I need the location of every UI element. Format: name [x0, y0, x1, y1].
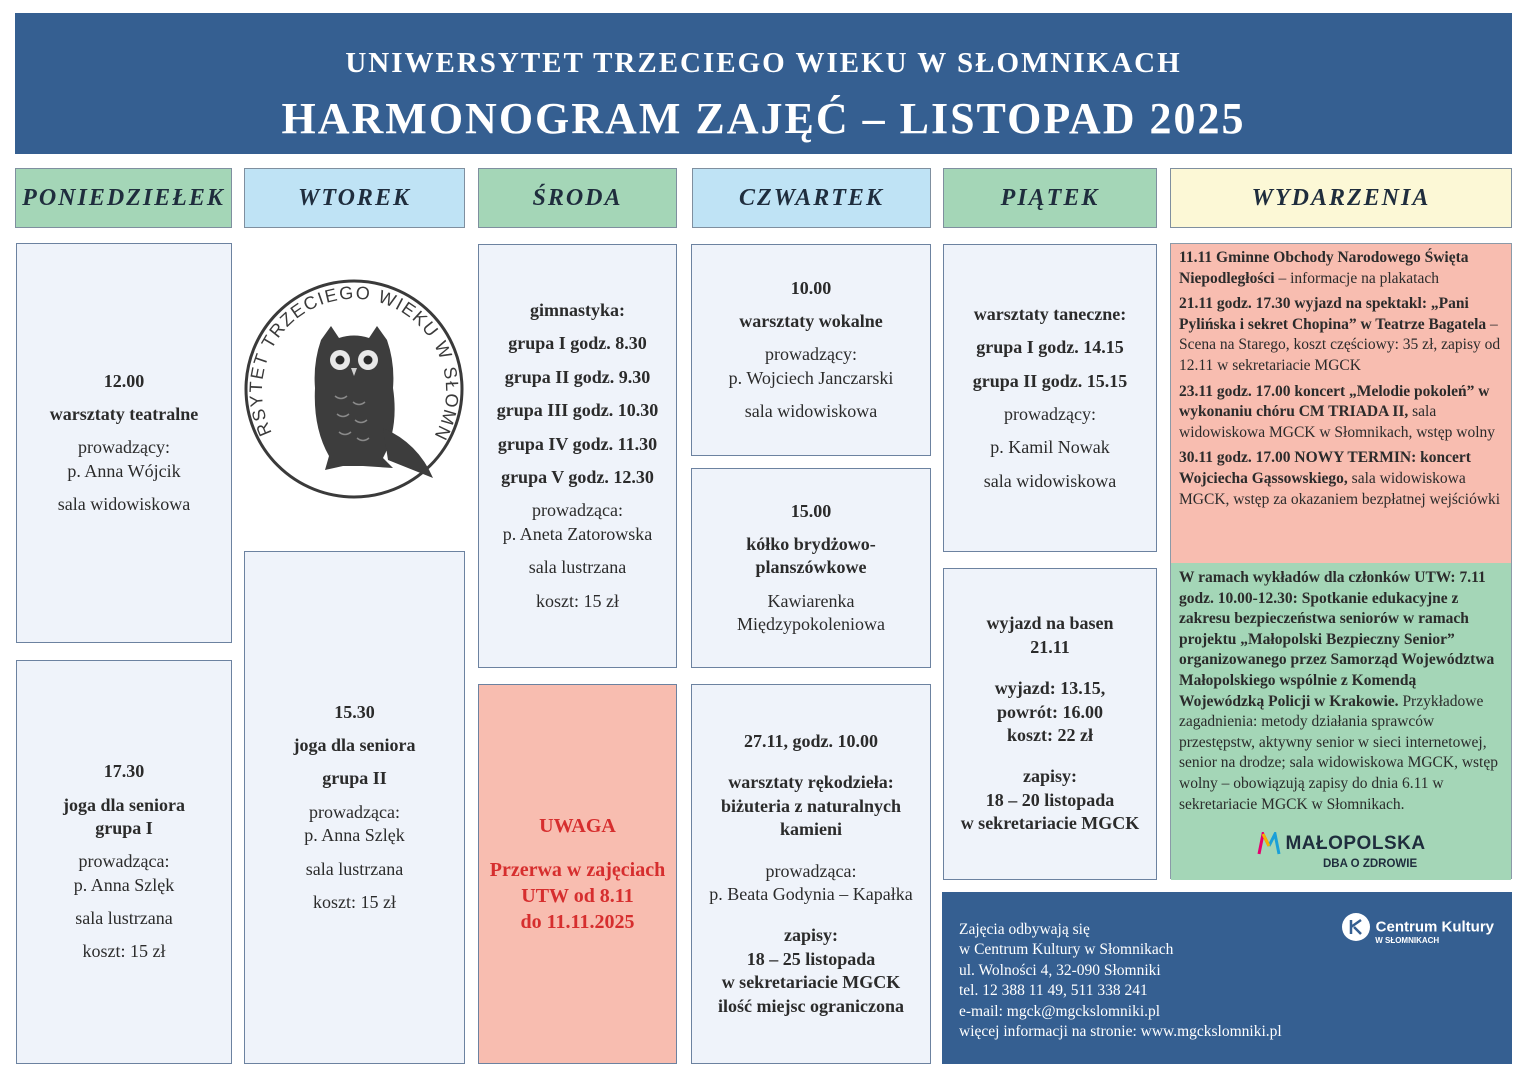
- thursday-vocal-card: [691, 244, 931, 456]
- event-item: 30.11 godz. 17.00 NOWY TERMIN: koncert Wojciecha Gąssowskiego, sala widowiskowa MGCK, wstęp za okazaniem bezpłatnej wejściówki: [1179, 449, 1501, 508]
- title-banner: [15, 13, 1512, 154]
- leader-name: p. Kamil Nowak: [990, 437, 1110, 458]
- group-time: grupa II godz. 9.30: [504, 366, 651, 387]
- class-title: warsztaty taneczne:: [973, 303, 1127, 324]
- class-title: warsztaty wokalne: [739, 310, 883, 331]
- leader-name: p. Aneta Zatorowska: [502, 523, 653, 544]
- group-time: grupa I godz. 8.30: [508, 333, 647, 354]
- signup-place: w sekretariacie MGCK: [960, 813, 1140, 834]
- leader-label: prowadzący:: [765, 344, 857, 365]
- class-title: gimnastyka:: [529, 300, 625, 321]
- events-panel: [1170, 243, 1512, 879]
- schedule-title: HARMONOGRAM ZAJĘĆ – LISTOPAD 2025: [281, 94, 1246, 143]
- class-cost: koszt: 15 zł: [313, 891, 396, 912]
- class-time: 17.30: [103, 761, 145, 782]
- room-name: sala lustrzana: [528, 557, 627, 578]
- room-name: sala widowiskowa: [57, 494, 191, 515]
- leader-label: prowadzący:: [78, 437, 170, 458]
- contact-panel: [942, 892, 1512, 1064]
- owl-icon: [243, 278, 465, 500]
- class-title: joga dla seniora: [62, 794, 185, 815]
- header-wednesday: ŚRODA: [478, 168, 677, 228]
- class-title: kółko brydżowo-: [746, 533, 876, 554]
- malopolska-m-icon: [1257, 832, 1281, 856]
- trip-cost: koszt: 22 zł: [1007, 725, 1093, 745]
- header-thursday: CZWARTEK: [692, 168, 931, 228]
- place-name: Międzypokoleniowa: [737, 614, 885, 635]
- break-line: Przerwa w zajęciach: [489, 859, 666, 881]
- class-time: 10.00: [790, 277, 832, 298]
- event-item: 11.11 Gminne Obchody Narodowego Święta Niepodległości – informacje na plakatach: [1179, 249, 1469, 287]
- centrum-kultury-logo: [1341, 912, 1494, 945]
- leader-name: p. Beata Godynia – Kapałka: [709, 884, 913, 904]
- room-name: sala lustrzana: [305, 858, 404, 879]
- contact-line: w Centrum Kultury w Słomnikach: [959, 941, 1174, 959]
- contact-line: Zajęcia odbywają się: [959, 921, 1090, 938]
- events-list: [1171, 244, 1511, 563]
- leader-label: prowadzący:: [1004, 404, 1096, 424]
- signup-label: zapisy:: [784, 925, 838, 946]
- centrum-kultury-name: Centrum Kultury: [1375, 918, 1494, 936]
- class-time: 15.00: [790, 500, 832, 521]
- event-item: 23.11 godz. 17.00 koncert „Melodie pokoleń” w wykonaniu chóru CM TRIADA II, sala widowiskowa MGCK w Słomnikach, wstęp wolny: [1179, 382, 1496, 441]
- thursday-bridge-card: [691, 468, 931, 668]
- class-title: warsztaty teatralne: [49, 403, 199, 424]
- contact-address: ul. Wolności 4, 32-090 Słomniki: [959, 961, 1161, 979]
- malopolska-tagline: DBA O ZDROWIE: [1323, 858, 1418, 870]
- header-monday: PONIEDZIEŁEK: [15, 168, 232, 228]
- leader-name: p. Anna Szlęk: [73, 874, 175, 895]
- departure-time: wyjazd: 13.15,: [994, 678, 1106, 699]
- trip-title: wyjazd na basen: [986, 613, 1114, 634]
- wednesday-gym-card: [478, 244, 677, 668]
- leader-name: p. Wojciech Janczarski: [728, 367, 894, 388]
- room-name: sala widowiskowa: [983, 470, 1117, 491]
- break-line: do 11.11.2025: [520, 911, 635, 933]
- class-title: planszówkowe: [755, 557, 867, 578]
- class-cost: koszt: 15 zł: [82, 941, 166, 962]
- centrum-kultury-sub: W SŁOMNIKACH: [1375, 936, 1440, 945]
- contact-phone: tel. 12 388 11 49, 511 338 241: [959, 982, 1148, 1000]
- leader-name: p. Anna Wójcik: [67, 460, 181, 481]
- group-time: grupa III godz. 10.30: [496, 400, 659, 421]
- group-time: grupa II godz. 15.15: [972, 370, 1128, 391]
- class-title: biżuteria z naturalnych: [721, 795, 901, 816]
- leader-label: prowadząca:: [309, 801, 400, 822]
- header-friday: PIĄTEK: [943, 168, 1157, 228]
- event-item: 21.11 godz. 17.30 wyjazd na spektakl: „Pani Pylińska i sekret Chopina” w Teatrze Bagatela – Scena na Starego, koszt częściowy: 35 zł, zapisy od 12.11 w sekretariacie MGCK: [1179, 295, 1501, 375]
- thursday-jewelry-card: [691, 684, 931, 1064]
- header-events: WYDARZENIA: [1170, 168, 1512, 228]
- malopolska-name: MAŁOPOLSKA: [1285, 833, 1426, 854]
- signup-dates: 18 – 20 listopada: [985, 789, 1115, 810]
- class-cost: koszt: 15 zł: [536, 590, 619, 611]
- contact-email[interactable]: e-mail: mgck@mgckslomniki.pl: [959, 1002, 1161, 1020]
- group-time: grupa I godz. 14.15: [976, 337, 1124, 358]
- tuesday-yoga-card: [244, 551, 465, 1064]
- friday-pool-card: [943, 568, 1157, 880]
- class-group: grupa II: [322, 768, 387, 789]
- trip-date: 21.11: [1030, 636, 1070, 657]
- warning-label: UWAGA: [539, 815, 616, 837]
- monday-theatre-card: [16, 243, 232, 643]
- leader-label: prowadząca:: [532, 500, 623, 521]
- lecture-item: W ramach wykładów dla członków UTW: 7.11 godz. 10.00-12.30: Spotkanie edukacyjne z zakresu bezpieczeństwa seniorów w ramach projektu „Małopolski Bezpieczny Senior” organizowanego przez Samorząd Województwa Małopolskiego wspólnie z Komendą Wojewódzką Policji w Krakowie. Przykładowe zagadnienia: metody działania sprawców przestępstw, aktywny senior w sieci internetowej, senior na drodze; sala widowiskowa MGCK, wstęp wolny – obowiązują zapisy do dnia 6.11 w sekretariacie MGCK w Słomnikach.: [1179, 569, 1498, 813]
- contact-website[interactable]: więcej informacji na stronie: www.mgckslomniki.pl: [959, 1023, 1282, 1041]
- centrum-kultury-icon: [1341, 912, 1371, 942]
- utw-logo: [243, 278, 465, 500]
- group-time: grupa IV godz. 11.30: [497, 433, 658, 454]
- room-name: sala widowiskowa: [744, 401, 878, 422]
- leader-label: prowadząca:: [765, 860, 857, 881]
- signup-limit: ilość miejsc ograniczona: [718, 995, 904, 1016]
- friday-dance-card: [943, 244, 1157, 552]
- header-tuesday: WTOREK: [244, 168, 465, 228]
- signup-place: w sekretariacie MGCK: [721, 972, 901, 993]
- class-time: 27.11, godz. 10.00: [743, 731, 878, 752]
- signup-label: zapisy:: [1023, 766, 1077, 787]
- class-group: grupa I: [95, 817, 153, 838]
- class-title: warsztaty rękodzieła:: [728, 772, 894, 793]
- university-name: UNIWERSYTET TRZECIEGO WIEKU W SŁOMNIKACH: [345, 47, 1182, 79]
- wednesday-break-notice: [478, 684, 677, 1064]
- leader-name: p. Anna Szlęk: [304, 825, 405, 846]
- class-title: joga dla seniora: [293, 735, 416, 756]
- break-line: UTW od 8.11: [521, 885, 634, 907]
- class-title: kamieni: [779, 819, 842, 840]
- class-time: 12.00: [103, 370, 145, 391]
- leader-label: prowadząca:: [78, 851, 170, 872]
- malopolska-logo: [1257, 832, 1426, 870]
- monday-yoga-card: [16, 660, 232, 1064]
- class-time: 15.30: [334, 701, 375, 722]
- room-name: sala lustrzana: [75, 908, 173, 929]
- return-time: powrót: 16.00: [997, 701, 1103, 722]
- logo-ring-text: RSYTET TRZECIEGO WIEKU W SŁOMN: [245, 282, 463, 445]
- signup-dates: 18 – 25 listopada: [746, 948, 876, 969]
- place-name: Kawiarenka: [767, 590, 855, 611]
- group-time: grupa V godz. 12.30: [501, 467, 654, 487]
